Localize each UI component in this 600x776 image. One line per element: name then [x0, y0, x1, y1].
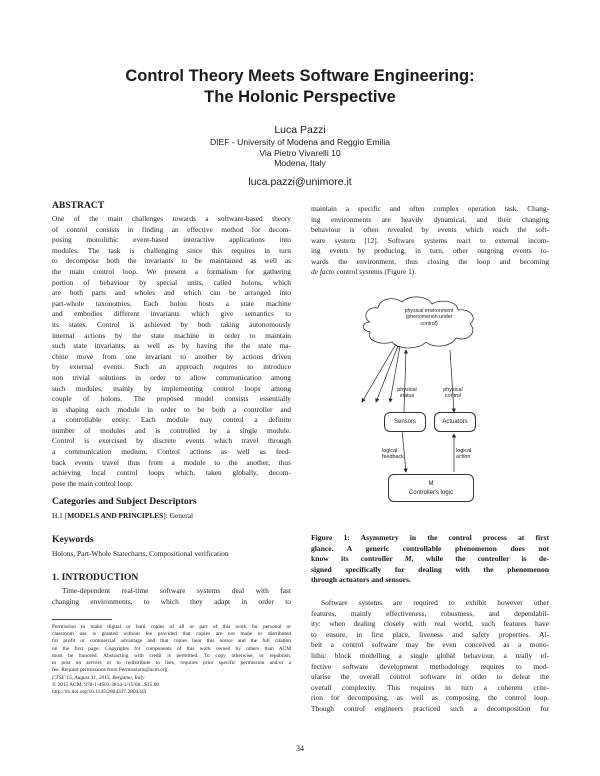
caption-line: glance. A generic controllable phenomenon does not — [311, 543, 549, 553]
abstract-line: number of modules and is controlled by a single module. — [52, 425, 291, 435]
abstract-line: a controllable entity. Each module may control a definite — [52, 415, 291, 425]
caption-line: know its controller M, while the controller is de- — [311, 554, 549, 564]
body-line: rion for decomposing, as well as composing, the control loop. — [311, 693, 549, 703]
abstract-line: are both parts and wholes and which can be arranged into — [52, 288, 291, 298]
abstract-line: One of the main challenges towards a software-based theory — [52, 214, 291, 223]
copyright-line: classroom use is granted without fee provided that copies are not made or distributed — [52, 631, 291, 638]
body-line: ity: when dealing closely with real world, such features have — [311, 619, 549, 629]
abstract-line: by external events. Such an approach requires to introduce — [52, 362, 291, 372]
controller-label: Controller's logic — [408, 490, 454, 496]
caption-line: signed specifically for dealing with the phenomenon — [311, 564, 549, 574]
body-line: beit a control software may be even conceived as a mono- — [311, 640, 549, 650]
status-arrow — [404, 350, 406, 412]
body-line: features, mainly effectiveness, robustness, and dependabil- — [311, 608, 549, 618]
author-address: Via Pietro Vivarelli 10 — [259, 147, 341, 158]
right-body-text — [311, 598, 549, 715]
abstract-line: portion of behaviour by special units, called holons, which — [52, 277, 291, 287]
logical-feedback-label: logical feedback — [382, 448, 404, 461]
copyright-notice — [52, 624, 291, 674]
intro-continuation-line: ing environments are heavily dynamical, and their changing — [311, 214, 549, 224]
intro-continuation-line: wards the environment, thus closing the loop and becoming — [311, 256, 549, 266]
intro-continuation-line: ware system [12]. Software systems react to external incom- — [311, 235, 549, 245]
body-line: to ensure, in first place, liveness and safety properties. Al- — [311, 629, 549, 639]
keywords-heading: Keywords — [52, 534, 94, 545]
body-line: ularise the overall control software in order to defeat the — [311, 672, 549, 682]
figure-1 — [336, 294, 516, 516]
body-line: Software systems are required to exhibit however other — [321, 598, 549, 607]
actuators-box: Actuators — [434, 412, 476, 432]
controller-m: M — [428, 481, 434, 487]
body-line: overall complexity. This requires in turn a coherent crite- — [311, 682, 549, 692]
abstract-body — [52, 214, 291, 489]
author-city: Modena, Italy — [274, 158, 326, 168]
intro-heading: 1. INTRODUCTION — [52, 572, 139, 583]
abstract-line: non trivial solutions in order to allow communication among — [52, 372, 291, 382]
intro-continuation-line: behaviour is often revealed by events which reach the soft- — [311, 225, 549, 235]
figure-1-caption — [311, 533, 549, 586]
paper-title — [60, 66, 540, 108]
author-name: Luca Pazzi — [274, 124, 326, 136]
abstract-line: part-whole taxonomies. Each holon hosts a state machine — [52, 298, 291, 308]
body-line: lithic block modelling a single global behaviour, a really ef- — [311, 650, 549, 660]
copyright-meta — [52, 675, 291, 697]
doi-link[interactable]: http://dx.doi.org/10.1145/2804337.2804343 — [52, 689, 147, 696]
author-affiliation-block — [60, 137, 540, 169]
keywords-text: Holons, Part-Whole Statecharts, Compositional verification — [52, 549, 229, 558]
physical-control-label: physical control — [443, 387, 463, 400]
abstract-line: to decompose both the invariants to be maintained as well as — [52, 256, 291, 266]
abstract-line: its states. Control is achieved by both taking autonomously — [52, 319, 291, 329]
abstract-line: pose the main control loop. — [52, 478, 133, 488]
cloud-label: physical environment (phenomenon under control) — [404, 308, 454, 327]
abstract-line: such state invariants, as well as by having the the state ma- — [52, 341, 291, 351]
abstract-line: internal actions by the state machine in order to maintain — [52, 330, 291, 340]
caption-line: Figure 1: Asymmetry in the control process at first — [311, 533, 549, 542]
de-facto: de facto — [311, 267, 335, 276]
categories-text: H.1 [MODELS AND PRINCIPLES]: General — [52, 511, 194, 520]
paper-title-line2: The Holonic Perspective — [204, 88, 396, 106]
caption-line: through actuators and sensors. — [311, 575, 411, 585]
abstract-line: back events travel thus from a module to the another, thus — [52, 457, 291, 467]
categories-name: MODELS AND PRINCIPLES — [67, 511, 164, 520]
abstract-line: achieving local control loops which, taken globally, decom- — [52, 468, 291, 478]
intro-continuation-last: de facto control systems (Figure 1). — [311, 267, 417, 276]
copyright-line: must be honored. Abstracting with credit is permitted. To copy otherwise, or republish, — [52, 652, 291, 659]
abstract-line: chine move from one invariant to another by actions driven — [52, 351, 291, 361]
copyright-line: for profit or commercial advantage and that copies bear this notice and the full citation — [52, 638, 291, 645]
abstract-line: posing monolithic event-based interactive applications into — [52, 235, 291, 245]
fan-arrow-1 — [362, 344, 396, 402]
abstract-line: and embodies different invariants which give semantics to — [52, 309, 291, 319]
copyright-line: on the first page. Copyrights for components of this work owned by others than ACM — [52, 645, 291, 652]
body-line: Though control engineers practiced such a decomposition for — [311, 703, 549, 713]
abstract-line: in shaping each module in order to be both a controller and — [52, 404, 291, 414]
abstract-line: couple of holons. The proposed model consists essentially — [52, 394, 291, 404]
categories-heading: Categories and Subject Descriptors — [52, 496, 197, 507]
intro-continuation-line: maintain a specific and often complex operation task. Chang- — [311, 204, 549, 213]
author-affiliation: DIEF - University of Modena and Reggio Emilia — [209, 137, 391, 147]
abstract-line: modules. The task is challenging since this requires in turn — [52, 245, 291, 255]
copyright-line: fee. Request permissions from Permissions@acm.org. — [52, 667, 169, 674]
logical-action-label: logical action — [456, 448, 472, 461]
intro-line: Time-dependent real-time software systems deal with fast — [62, 586, 291, 595]
physical-status-label: physical status — [397, 387, 417, 400]
footnote-rule — [52, 619, 112, 620]
acm-line: © 2015 ACM. 978-1-4503-3814-1/15/08...$15.00 — [52, 682, 160, 689]
abstract-heading: ABSTRACT — [52, 200, 105, 211]
abstract-line: of control consists in finding an effective method for decom- — [52, 224, 291, 234]
intro-body — [52, 586, 291, 607]
intro-line: changing environments, to which they adapt in order to — [52, 596, 291, 606]
intro-continuation — [311, 204, 549, 268]
abstract-line: a communication medium. Control actions as well as feed- — [52, 447, 291, 457]
controller-box — [388, 474, 474, 502]
sensors-box: Sensors — [384, 412, 426, 432]
copyright-line: Permission to make digital or hard copies of all or part of this work for personal or — [52, 624, 291, 630]
page-number: 34 — [296, 744, 304, 753]
abstract-line: the main control loop. We present a formalism for gathering — [52, 266, 291, 276]
control-arrow — [450, 350, 454, 412]
venue-line: CTSE’15, August 31, 2015, Bergamo, Italy — [52, 675, 145, 681]
abstract-line: such modules, mainly by implementing control loops among — [52, 383, 291, 393]
copyright-line: to post on servers or to redistribute to lists, requires prior specific permission and/or a — [52, 660, 291, 667]
body-line: fective software development methodology requires to mod- — [311, 661, 549, 671]
abstract-line: Control is exercised by discrete events which travel through — [52, 436, 291, 446]
intro-continuation-line: ing events by producing, in turn, other outgoing events to- — [311, 246, 549, 256]
author-email: luca.pazzi@unimore.it — [248, 176, 352, 188]
paper-title-line1: Control Theory Meets Software Engineering: — [125, 67, 475, 85]
